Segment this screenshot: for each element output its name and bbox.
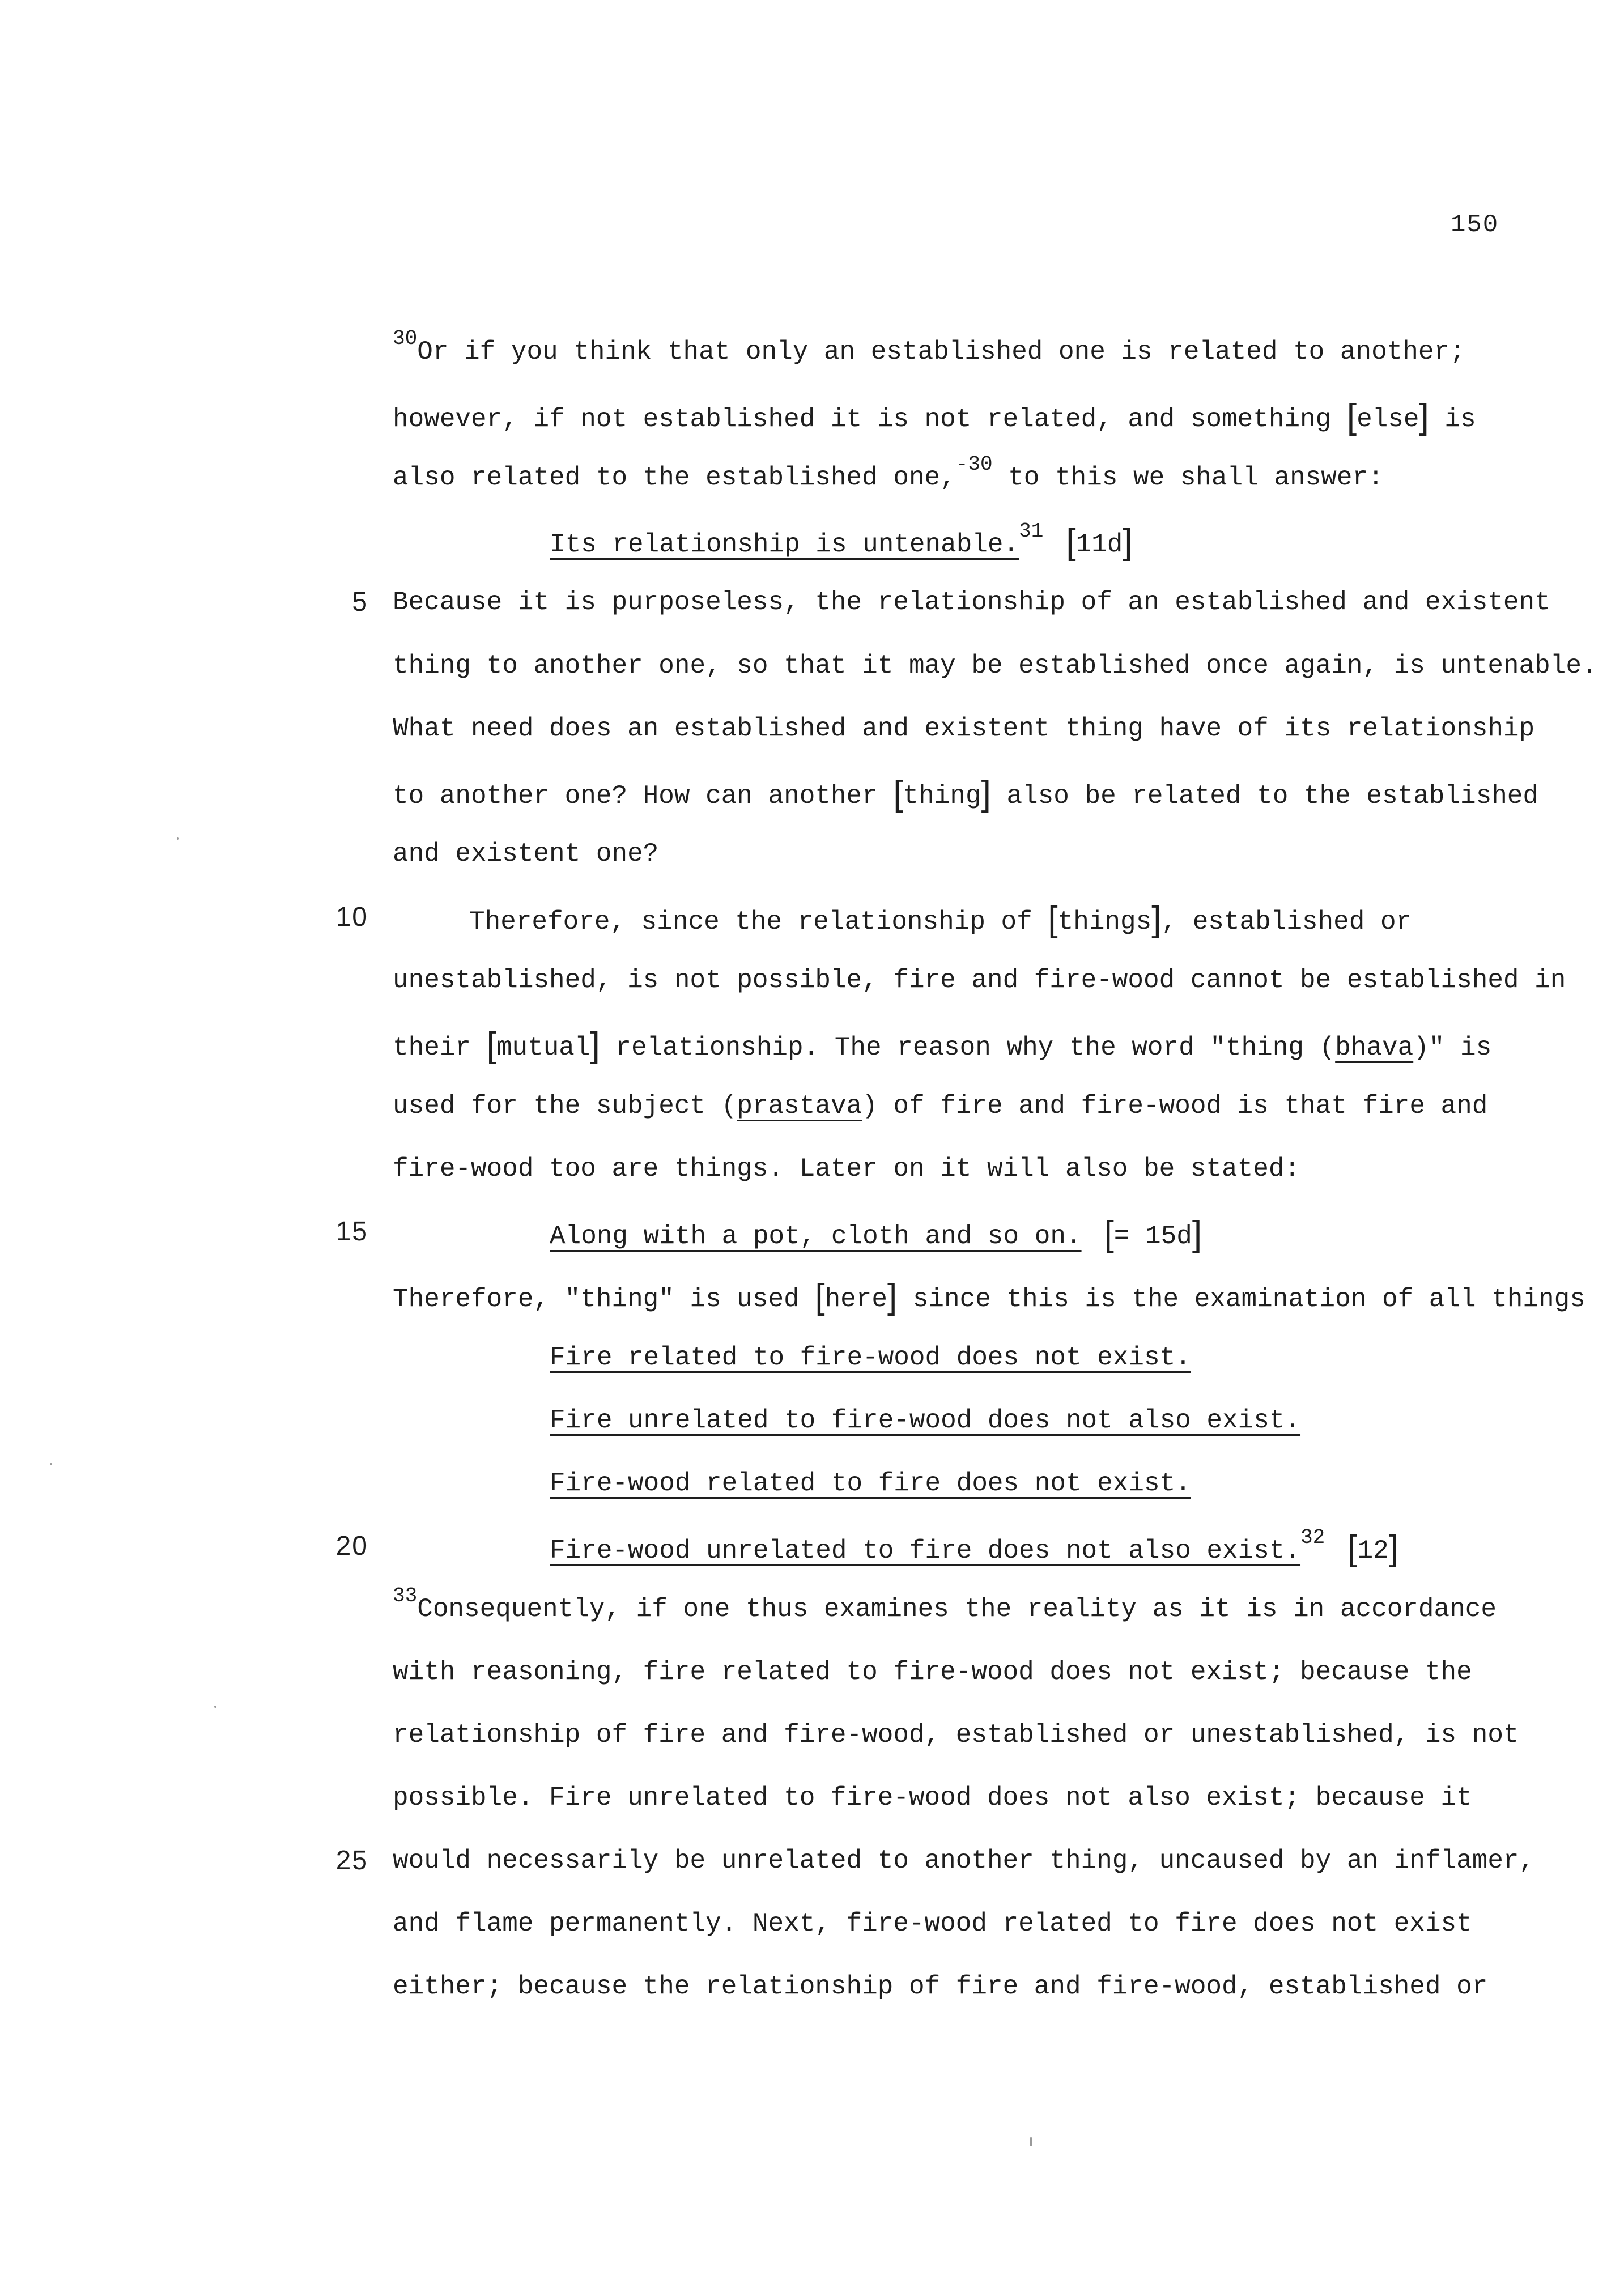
text-segment: Therefore, "thing" is used — [393, 1285, 815, 1314]
verse-reference: = 15d — [1113, 1222, 1192, 1251]
text-segment: would necessarily be unrelated to another thing, uncaused by an inflamer, — [393, 1846, 1535, 1876]
text-line — [0, 1893, 1624, 1955]
line-number: 10 — [335, 902, 368, 932]
text-segment: however, if not established it is not related, and something — [393, 405, 1347, 434]
text-line — [0, 1641, 1624, 1703]
footnote-marker: 33 — [393, 1584, 418, 1608]
footnote-marker: -30 — [955, 453, 993, 476]
bracketed-insertion: mutual — [496, 1033, 590, 1062]
text-segment: since this is the examination of all things — [897, 1285, 1585, 1314]
text-segment: either; because the relationship of fire and fire-wood, established or — [393, 1972, 1488, 2001]
text-line — [0, 447, 1624, 509]
text-line — [0, 698, 1624, 760]
verse-text: Along with a pot, cloth and so on. — [550, 1222, 1082, 1251]
sanskrit-term: prastava — [737, 1091, 862, 1121]
sanskrit-term: bhava — [1335, 1033, 1414, 1062]
verse-line: 15 Along with a pot, cloth and so on. [= 15d] — [0, 1201, 1624, 1263]
verse-text: Fire-wood related to fire does not exist. — [550, 1469, 1191, 1498]
text-line — [0, 1075, 1624, 1137]
verse-line — [0, 1452, 1624, 1515]
scan-speck — [214, 1706, 216, 1708]
text-segment: unestablished, is not possible, fire and fire-wood cannot be established in — [393, 966, 1566, 995]
text-segment: is — [1429, 405, 1476, 434]
text-segment: their — [393, 1033, 487, 1062]
text-segment: relationship of fire and fire-wood, established or unestablished, is not — [393, 1720, 1519, 1750]
line-number: 25 — [335, 1846, 368, 1876]
footnote-marker: 30 — [393, 327, 418, 350]
footnote-marker: 32 — [1300, 1526, 1325, 1549]
bracketed-insertion: else — [1357, 405, 1419, 434]
text-segment: relationship. The reason why the word "thing ( — [600, 1033, 1336, 1062]
text-line — [0, 571, 1624, 633]
text-segment: thing to another one, so that it may be established once again, is untenable. — [393, 651, 1597, 681]
line-number: 20 — [335, 1531, 368, 1561]
text-line: 10 Therefore, since the relationship of [things], established or — [0, 886, 1624, 949]
text-segment: used for the subject ( — [393, 1091, 737, 1121]
text-segment: Because it is purposeless, the relationship of an established and existent — [393, 588, 1550, 617]
line-number: 5 — [352, 587, 368, 617]
text-segment: to this we shall answer: — [992, 463, 1384, 492]
bracketed-insertion: thing — [903, 781, 981, 811]
text-segment: also related to the established one, — [393, 463, 956, 492]
text-segment: Therefore, since the relationship of — [469, 907, 1048, 937]
line-number: 15 — [335, 1217, 368, 1247]
page-number: 150 — [1451, 211, 1499, 239]
text-segment: )" is — [1413, 1033, 1492, 1062]
text-segment: to another one? How can another — [393, 781, 894, 811]
verse-text: Fire unrelated to fire-wood does not also exist. — [550, 1406, 1301, 1435]
verse-reference: 11d — [1075, 530, 1123, 559]
text-segment: fire-wood too are things. Later on it will also be stated: — [393, 1154, 1300, 1184]
scan-speck — [1030, 2137, 1032, 2146]
text-line — [0, 823, 1624, 885]
text-segment: with reasoning, fire related to fire-wood does not exist; because the — [393, 1657, 1472, 1687]
text-line: however, if not established it is not related, and something [else] is — [393, 397, 1476, 436]
text-line — [0, 1955, 1624, 2018]
verse-reference: 12 — [1357, 1536, 1389, 1566]
text-line: to another one? How can another [thing] also be related to the established — [393, 774, 1539, 813]
text-segment: ) of fire and fire-wood is that fire and — [862, 1091, 1488, 1121]
verse-line — [0, 1389, 1624, 1452]
text-line — [0, 1578, 1624, 1640]
text-line: Therefore, "thing" is used [here] since this is the examination of all things — [393, 1277, 1585, 1316]
text-segment: What need does an established and existent thing have of its relationship — [393, 714, 1535, 743]
text-segment: Consequently, if one thus examines the reality as it is in accordance — [417, 1595, 1497, 1624]
text-line: their [mutual] relationship. The reason why the word "thing (bhava)" is — [393, 1026, 1492, 1065]
text-line — [0, 1138, 1624, 1200]
verse-line: 20 Fire-wood unrelated to fire does not also exist.$^{32}$ [12] — [0, 1515, 1624, 1578]
text-segment: Or if you think that only an established one is related to another; — [417, 337, 1465, 367]
footnote-marker: 31 — [1019, 520, 1044, 543]
text-segment: , established or — [1161, 907, 1412, 937]
verse-line — [0, 1326, 1624, 1389]
text-line — [0, 949, 1624, 1011]
text-line — [0, 1767, 1624, 1829]
verse-text: Fire-wood unrelated to fire does not also exist. — [550, 1536, 1301, 1566]
scan-speck — [50, 1463, 52, 1465]
bracketed-insertion: here — [824, 1285, 887, 1314]
text-line — [0, 321, 1624, 383]
verse-text: Its relationship is untenable. — [550, 530, 1019, 559]
text-line — [0, 1704, 1624, 1766]
scan-speck — [177, 837, 179, 840]
text-segment: also be related to the established — [990, 781, 1539, 811]
text-segment: possible. Fire unrelated to fire-wood does not also exist; because it — [393, 1783, 1472, 1813]
text-segment: and existent one? — [393, 839, 659, 869]
text-line — [0, 1830, 1624, 1892]
bracketed-insertion: things — [1057, 907, 1152, 937]
text-line — [0, 635, 1624, 697]
verse-line: Its relationship is untenable.$^{31}$ [11d] — [550, 520, 1133, 562]
text-segment: and flame permanently. Next, fire-wood related to fire does not exist — [393, 1909, 1472, 1938]
verse-text: Fire related to fire-wood does not exist. — [550, 1343, 1191, 1372]
